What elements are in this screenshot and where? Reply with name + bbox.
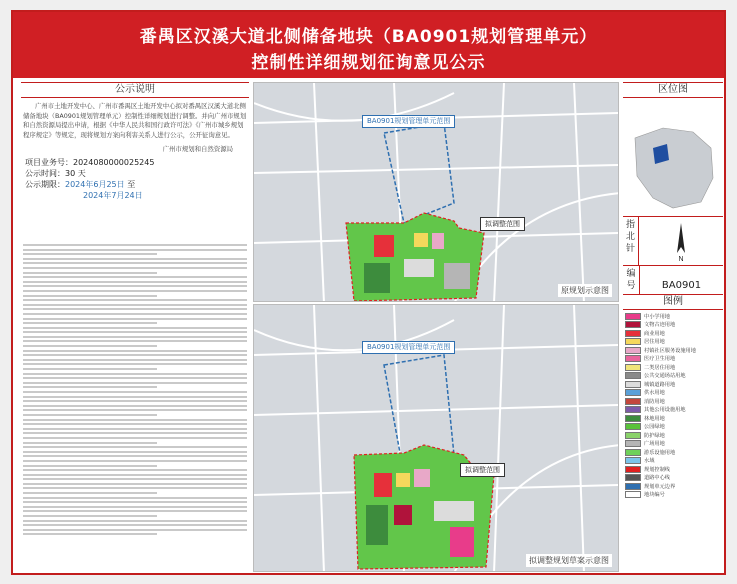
locator-heading: 区位图: [623, 82, 723, 98]
draft-plan-map: [253, 304, 619, 572]
legend-item: [625, 329, 721, 338]
legend-swatch: [625, 423, 641, 430]
legend-item: [625, 448, 721, 457]
legend-swatch: [625, 398, 641, 405]
range-sep: 至: [127, 180, 136, 190]
legend-item: [625, 482, 721, 491]
notice-heading: 公示说明: [21, 82, 249, 98]
legend-label: 村镇社区服务设施用地: [644, 347, 696, 354]
map1-caption: 原规划示意图: [558, 284, 612, 297]
legend-item: [625, 355, 721, 364]
legend-item: [625, 363, 721, 372]
legend-label: 商业用地: [644, 330, 665, 337]
range-start: 2024年6月25日: [65, 180, 125, 190]
legend-swatch: [625, 338, 641, 345]
notice-meta: [21, 157, 249, 201]
legend-label: 居住用地: [644, 339, 665, 346]
page-subtitle: 控制性详细规划征询意见公示: [251, 53, 486, 73]
notice-board: [11, 10, 726, 575]
legend-item: [625, 465, 721, 474]
legend-label: 公共交通场站用地: [644, 373, 686, 380]
range-row: [25, 179, 249, 190]
legend-heading: 图例: [623, 295, 723, 310]
compass-row: [623, 217, 723, 266]
period-row: [25, 168, 249, 179]
legend-item: [625, 414, 721, 423]
compass-label: 指北针: [623, 217, 639, 265]
legend-swatch: [625, 389, 641, 396]
legend-swatch: [625, 432, 641, 439]
legend-label: 公园绿地: [644, 424, 665, 431]
map2-caption: 拟调整规划草案示意图: [526, 554, 612, 567]
legend-label: 城镇道路用地: [644, 381, 676, 388]
legend-item: [625, 338, 721, 347]
notice-panel: [21, 82, 249, 570]
code-label: 编号: [623, 266, 640, 294]
legend-swatch: [625, 321, 641, 328]
adjust-range-label-2: 拟调整范围: [460, 463, 505, 477]
legend-label: 规划单元边界: [644, 483, 676, 490]
legend-item: [625, 321, 721, 330]
legend-swatch: [625, 406, 641, 413]
legend-label: 游乐设施用地: [644, 449, 676, 456]
legend-label: 林地用地: [644, 415, 665, 422]
code-value: BA0901: [661, 280, 702, 291]
legend-swatch: [625, 466, 641, 473]
legend-swatch: [625, 491, 641, 498]
project-no-value: 2024080000025245: [73, 158, 155, 168]
legend-label: 供水用地: [644, 390, 665, 397]
locator-graphic: [623, 98, 723, 216]
project-no-label: 项目业务号：: [25, 158, 73, 168]
legend-swatch: [625, 449, 641, 456]
legend-item: [625, 312, 721, 321]
legend-item: [625, 397, 721, 406]
legend-swatch: [625, 381, 641, 388]
legend-item: [625, 491, 721, 500]
legend-item: [625, 346, 721, 355]
legend-swatch: [625, 313, 641, 320]
legend-swatch: [625, 364, 641, 371]
legend-item: [625, 440, 721, 449]
legend-label: 道路中心线: [644, 475, 670, 482]
legend-label: 水域: [644, 458, 655, 465]
range-label: 公示期限：: [25, 180, 65, 190]
adjust-range-label: 拟调整范围: [480, 217, 525, 231]
unit-range-label-2: BA0901规划管理单元范围: [362, 341, 455, 354]
period-value: 30 天: [65, 169, 86, 179]
page-title: 番禺区汉溪大道北侧储备地块（BA0901规划管理单元）: [139, 27, 598, 47]
legend-label: 二类居住用地: [644, 364, 676, 371]
legend-item: [625, 457, 721, 466]
unit-range-label: BA0901规划管理单元范围: [362, 115, 455, 128]
legend-item: [625, 389, 721, 398]
legend-item: [625, 380, 721, 389]
legend-swatch: [625, 347, 641, 354]
legend-swatch: [625, 474, 641, 481]
legend-item: [625, 431, 721, 440]
legend-label: 规划控制线: [644, 466, 670, 473]
legend-label: 广场用地: [644, 441, 665, 448]
legend-swatch: [625, 457, 641, 464]
range-end: 2024年7月24日: [83, 191, 143, 201]
compass-n: N: [678, 256, 684, 263]
locator-map: [623, 98, 723, 217]
notice-signature: 广州市规划和自然资源局: [162, 145, 233, 154]
code-row: [623, 266, 723, 295]
legend-swatch: [625, 355, 641, 362]
legend-label: 消防用地: [644, 398, 665, 405]
period-label: 公示时间：: [25, 169, 65, 179]
notice-body: 广州市土地开发中心、广州市番禺区土地开发中心拟对番禺区汉溪大道北侧储备地块（BA0901规划管理单元）控制性详细规划进行调整。并向广州市规划和自然资源局提出申请，根据《中华人民共和国行政许可法》《广州市城乡规划程序规定》等规定，现将规划方案向利害关系人进行公示，公开征询意见。: [23, 102, 247, 139]
fine-print-block: [23, 244, 247, 538]
legend-label: 地块编号: [644, 492, 665, 499]
legend-item: [625, 474, 721, 483]
legend-list: [623, 310, 723, 501]
title-banner: [13, 12, 724, 78]
legend-swatch: [625, 415, 641, 422]
legend-label: 防护绿地: [644, 432, 665, 439]
legend-label: 中小学用地: [644, 313, 670, 320]
legend-label: 文物古迹用地: [644, 322, 676, 329]
project-no-row: [25, 157, 249, 168]
legend-item: [625, 423, 721, 432]
legend-item: [625, 406, 721, 415]
legend-label: 医疗卫生用地: [644, 356, 676, 363]
compass-icon: [639, 217, 723, 265]
legend-swatch: [625, 372, 641, 379]
legend-label: 其他公用设施用地: [644, 407, 686, 414]
info-column: [623, 82, 723, 570]
original-plan-map: [253, 82, 619, 302]
legend-item: [625, 372, 721, 381]
legend-swatch: [625, 483, 641, 490]
legend-swatch: [625, 330, 641, 337]
legend-swatch: [625, 440, 641, 447]
